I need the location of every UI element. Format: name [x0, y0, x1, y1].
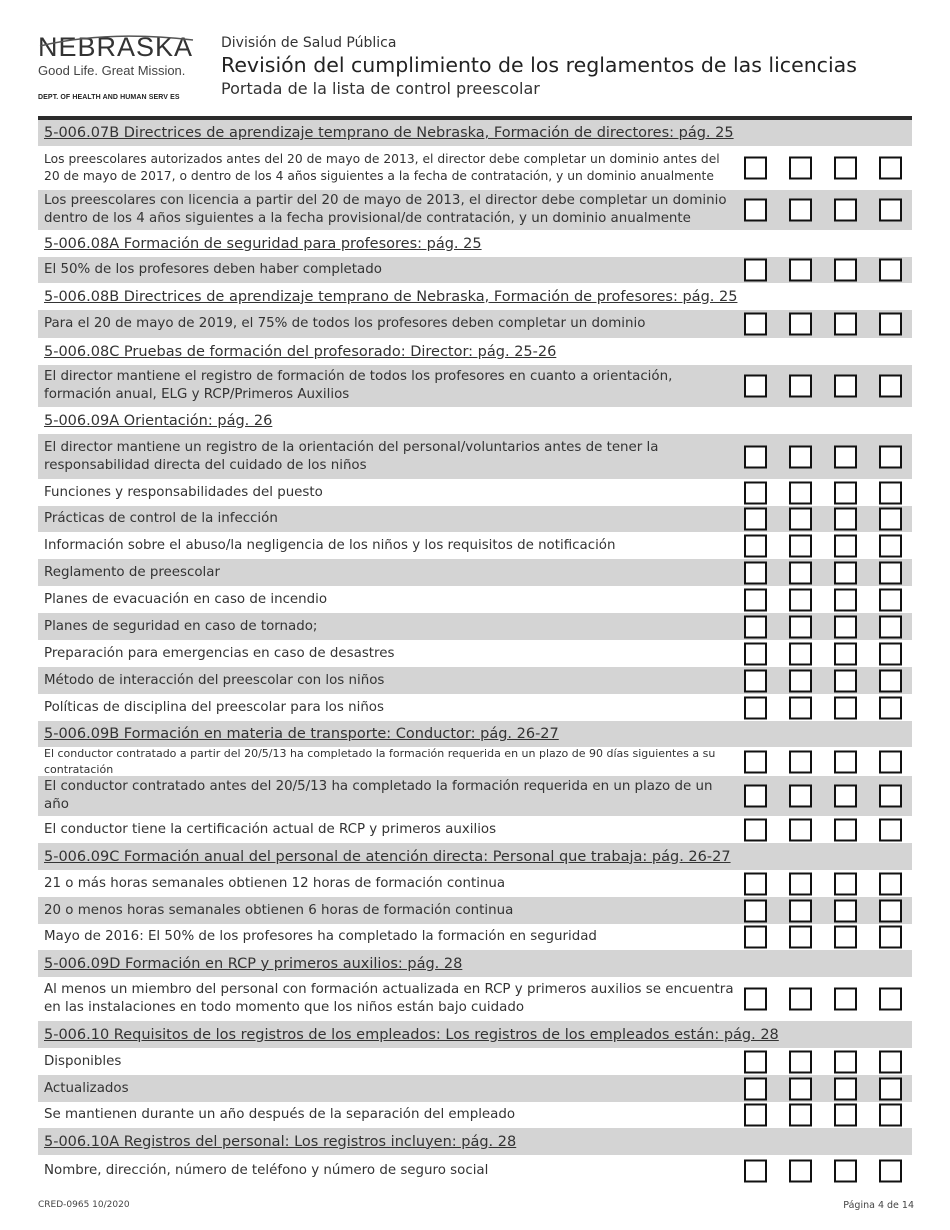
checkbox-3[interactable]	[834, 445, 857, 468]
item-text: Al menos un miembro del personal con formación actualizada en RCP y primeros auxilios se encuentra en las instalaciones en todo momento que los niños están bajo cuidado	[44, 982, 734, 1015]
checkbox-4[interactable]	[879, 1077, 902, 1100]
checkbox-4[interactable]	[879, 445, 902, 468]
item-text: Prácticas de control de la infección	[44, 511, 278, 526]
checkbox-2[interactable]	[789, 199, 812, 222]
checklist-item-row	[38, 310, 912, 338]
checkbox-2[interactable]	[789, 818, 812, 841]
checkbox-2[interactable]	[789, 534, 812, 557]
checkbox-4[interactable]	[879, 508, 902, 531]
checkbox-4[interactable]	[879, 1160, 902, 1183]
section-title: 5-006.08A Formación de seguridad para profesores: pág. 25	[44, 235, 482, 252]
checkbox-4[interactable]	[879, 313, 902, 336]
checkbox-3[interactable]	[834, 1077, 857, 1100]
checkbox-2[interactable]	[789, 750, 812, 773]
checkbox-3[interactable]	[834, 818, 857, 841]
checkbox-4[interactable]	[879, 199, 902, 222]
checkbox-1[interactable]	[744, 1077, 767, 1100]
checkbox-3[interactable]	[834, 313, 857, 336]
section-header-row	[38, 338, 912, 365]
checkbox-2[interactable]	[789, 313, 812, 336]
section-title: 5-006.08B Directrices de aprendizaje temprano de Nebraska, Formación de profesores: pág. 25	[44, 288, 738, 305]
item-text: Planes de evacuación en caso de incendio	[44, 591, 328, 607]
checklist-item-row	[38, 434, 912, 479]
checkbox-2[interactable]	[789, 1050, 812, 1073]
checklist-item-row	[38, 776, 912, 816]
checkbox-2[interactable]	[789, 508, 812, 531]
checkbox-4[interactable]	[879, 588, 902, 611]
checklist-item-row	[38, 365, 912, 407]
checkbox-4[interactable]	[879, 669, 902, 692]
item-text: Nombre, dirección, número de teléfono y número de seguro social	[44, 1163, 489, 1178]
checkbox-group	[744, 508, 902, 531]
checkbox-4[interactable]	[879, 561, 902, 584]
checkbox-3[interactable]	[834, 615, 857, 638]
checkbox-3[interactable]	[834, 785, 857, 808]
page-number: Página 4 de 14	[843, 1200, 914, 1211]
checkbox-group	[744, 785, 902, 808]
checkbox-1[interactable]	[744, 615, 767, 638]
checklist-item-row	[38, 586, 912, 613]
checkbox-4[interactable]	[879, 259, 902, 282]
checklist-item-row	[38, 1075, 912, 1102]
checkbox-4[interactable]	[879, 988, 902, 1011]
checklist-table	[38, 120, 912, 1187]
checkbox-2[interactable]	[789, 669, 812, 692]
checkbox-1[interactable]	[744, 445, 767, 468]
checkbox-3[interactable]	[834, 481, 857, 504]
logo-department: DEPT. OF HEALTH AND HUMAN SERV ES	[38, 94, 180, 101]
checkbox-4[interactable]	[879, 785, 902, 808]
checklist-item-row	[38, 870, 912, 897]
checkbox-4[interactable]	[879, 642, 902, 665]
checkbox-2[interactable]	[789, 259, 812, 282]
checkbox-group	[744, 872, 902, 895]
section-header-row	[38, 407, 912, 434]
item-text: El director mantiene el registro de formación de todos los profesores en cuanto a orientación, formación anual, ELG y RCP/Primeros Auxilios	[44, 369, 673, 402]
item-text: El director mantiene un registro de la orientación del personal/voluntarios antes de tener la responsabilidad directa del cuidado de los niños	[44, 439, 659, 473]
checkbox-3[interactable]	[834, 696, 857, 719]
checkbox-2[interactable]	[789, 561, 812, 584]
item-text: Políticas de disciplina del preescolar para los niños	[44, 699, 384, 715]
checkbox-1[interactable]	[744, 818, 767, 841]
checkbox-group	[744, 642, 902, 665]
checkbox-4[interactable]	[879, 481, 902, 504]
item-text: Mayo de 2016: El 50% de los profesores ha completado la formación en seguridad	[44, 929, 597, 944]
section-title: 5-006.08C Pruebas de formación del profesorado: Director: pág. 25-26	[44, 343, 557, 360]
checklist-item-row	[38, 694, 912, 721]
checkbox-group	[744, 199, 902, 222]
checkbox-3[interactable]	[834, 259, 857, 282]
item-text: El conductor contratado antes del 20/5/13 ha completado la formación requerida en un plazo de un año	[44, 779, 713, 812]
section-header-row	[38, 721, 912, 747]
checkbox-group	[744, 988, 902, 1011]
checkbox-1[interactable]	[744, 872, 767, 895]
checkbox-4[interactable]	[879, 872, 902, 895]
page-subtitle: Portada de la lista de control preescolar	[221, 79, 540, 98]
checkbox-1[interactable]	[744, 988, 767, 1011]
checkbox-3[interactable]	[834, 534, 857, 557]
checkbox-group	[744, 1050, 902, 1073]
checkbox-3[interactable]	[834, 988, 857, 1011]
checkbox-3[interactable]	[834, 872, 857, 895]
section-header-row	[38, 843, 912, 870]
logo-swoosh-icon	[38, 34, 198, 48]
checkbox-4[interactable]	[879, 157, 902, 180]
checkbox-4[interactable]	[879, 818, 902, 841]
checkbox-group	[744, 1160, 902, 1183]
checkbox-1[interactable]	[744, 313, 767, 336]
checkbox-group	[744, 1104, 902, 1127]
checkbox-2[interactable]	[789, 872, 812, 895]
item-text: Los preescolares con licencia a partir del 20 de mayo de 2013, el director debe completar un dominio dentro de los 4 años siguientes a la fecha provisional/de contratación, y un dominio anualmente	[44, 193, 727, 226]
nebraska-logo	[38, 34, 203, 101]
checkbox-4[interactable]	[879, 1104, 902, 1127]
checkbox-4[interactable]	[879, 1050, 902, 1073]
item-text: 20 o menos horas semanales obtienen 6 horas de formación continua	[44, 902, 514, 918]
checkbox-group	[744, 899, 902, 922]
checkbox-3[interactable]	[834, 1104, 857, 1127]
checkbox-1[interactable]	[744, 508, 767, 531]
checkbox-2[interactable]	[789, 615, 812, 638]
checkbox-2[interactable]	[789, 1104, 812, 1127]
checklist-item-row	[38, 816, 912, 843]
checklist-item-row	[38, 146, 912, 190]
checkbox-3[interactable]	[834, 508, 857, 531]
checkbox-3[interactable]	[834, 1050, 857, 1073]
checklist-item-row	[38, 640, 912, 667]
section-header-row	[38, 120, 912, 146]
checklist-item-row	[38, 257, 912, 283]
checkbox-2[interactable]	[789, 1160, 812, 1183]
checkbox-group	[744, 259, 902, 282]
checklist-item-row	[38, 667, 912, 694]
page-title: Revisión del cumplimiento de los reglamentos de las licencias	[221, 53, 857, 77]
section-title: 5-006.10A Registros del personal: Los registros incluyen: pág. 28	[44, 1133, 517, 1150]
checkbox-1[interactable]	[744, 669, 767, 692]
checkbox-2[interactable]	[789, 899, 812, 922]
checkbox-1[interactable]	[744, 1104, 767, 1127]
checklist-item-row	[38, 897, 912, 924]
checkbox-2[interactable]	[789, 785, 812, 808]
checklist-item-row	[38, 1048, 912, 1075]
checkbox-1[interactable]	[744, 534, 767, 557]
section-title: 5-006.10 Requisitos de los registros de los empleados: Los registros de los empleados están: pág. 28	[44, 1026, 779, 1043]
item-text: Para el 20 de mayo de 2019, el 75% de todos los profesores deben completar un dominio	[44, 316, 646, 331]
checkbox-3[interactable]	[834, 588, 857, 611]
checkbox-1[interactable]	[744, 588, 767, 611]
checklist-item-row	[38, 924, 912, 950]
checkbox-group	[744, 696, 902, 719]
item-text: Funciones y responsabilidades del puesto	[44, 484, 323, 500]
checkbox-1[interactable]	[744, 199, 767, 222]
checkbox-1[interactable]	[744, 481, 767, 504]
checkbox-group	[744, 313, 902, 336]
section-header-row	[38, 283, 912, 310]
section-title: 5-006.09C Formación anual del personal de atención directa: Personal que trabaja: pág. 26-27	[44, 848, 731, 865]
checklist-item-row	[38, 190, 912, 230]
form-id: CRED-0965 10/2020	[38, 1200, 130, 1210]
item-text: Preparación para emergencias en caso de desastres	[44, 645, 395, 661]
checkbox-1[interactable]	[744, 157, 767, 180]
item-text: Información sobre el abuso/la negligencia de los niños y los requisitos de notificación	[44, 537, 616, 553]
checklist-item-row	[38, 977, 912, 1021]
checkbox-1[interactable]	[744, 1050, 767, 1073]
checkbox-2[interactable]	[789, 696, 812, 719]
logo-tagline: Good Life. Great Mission.	[38, 63, 186, 78]
checkbox-1[interactable]	[744, 926, 767, 949]
checkbox-3[interactable]	[834, 561, 857, 584]
checkbox-1[interactable]	[744, 561, 767, 584]
section-title: 5-006.07B Directrices de aprendizaje temprano de Nebraska, Formación de directores: pág. 25	[44, 125, 734, 141]
checkbox-2[interactable]	[789, 375, 812, 398]
checkbox-3[interactable]	[834, 199, 857, 222]
checkbox-3[interactable]	[834, 926, 857, 949]
item-text: Reglamento de preescolar	[44, 564, 220, 580]
checkbox-1[interactable]	[744, 375, 767, 398]
checklist-item-row	[38, 559, 912, 586]
checkbox-group	[744, 750, 902, 773]
checkbox-3[interactable]	[834, 899, 857, 922]
checkbox-1[interactable]	[744, 750, 767, 773]
checkbox-4[interactable]	[879, 375, 902, 398]
item-text: Se mantienen durante un año después de la separación del empleado	[44, 1107, 516, 1122]
checkbox-group	[744, 926, 902, 949]
logo-wordmark: NEBRASKA	[38, 34, 203, 60]
checkbox-1[interactable]	[744, 696, 767, 719]
item-text: El conductor contratado a partir del 20/5/13 ha completado la formación requerida en un plazo de 90 días siguientes a su contratación	[44, 746, 716, 776]
checkbox-2[interactable]	[789, 445, 812, 468]
checkbox-group	[744, 481, 902, 504]
section-header-row	[38, 230, 912, 257]
checkbox-4[interactable]	[879, 750, 902, 773]
item-text: Actualizados	[44, 1080, 129, 1096]
checklist-item-row	[38, 747, 912, 776]
checkbox-group	[744, 818, 902, 841]
checkbox-3[interactable]	[834, 1160, 857, 1183]
checklist-item-row	[38, 1102, 912, 1128]
section-title: 5-006.09A Orientación: pág. 26	[44, 412, 273, 429]
checkbox-3[interactable]	[834, 669, 857, 692]
item-text: El conductor tiene la certificación actual de RCP y primeros auxilios	[44, 821, 497, 837]
checkbox-3[interactable]	[834, 750, 857, 773]
checklist-item-row	[38, 1155, 912, 1187]
checkbox-4[interactable]	[879, 534, 902, 557]
checkbox-1[interactable]	[744, 1160, 767, 1183]
checkbox-group	[744, 561, 902, 584]
checkbox-4[interactable]	[879, 926, 902, 949]
checkbox-3[interactable]	[834, 157, 857, 180]
checkbox-group	[744, 615, 902, 638]
checkbox-1[interactable]	[744, 785, 767, 808]
item-text: Método de interacción del preescolar con los niños	[44, 672, 385, 688]
division-name: División de Salud Pública	[221, 35, 397, 51]
checkbox-group	[744, 157, 902, 180]
item-text: Los preescolares autorizados antes del 20 de mayo de 2013, el director debe completar un dominio antes del 20 de mayo de 2017, o dentro de los 4 años siguientes a la fecha de contratación, y un dominio anualmente	[44, 152, 720, 183]
checklist-item-row	[38, 506, 912, 532]
item-text: Disponibles	[44, 1053, 122, 1069]
checkbox-2[interactable]	[789, 481, 812, 504]
checkbox-1[interactable]	[744, 642, 767, 665]
section-header-row	[38, 1021, 912, 1048]
item-text: Planes de seguridad en caso de tornado;	[44, 618, 318, 634]
checkbox-group	[744, 588, 902, 611]
checkbox-2[interactable]	[789, 588, 812, 611]
section-header-row	[38, 950, 912, 977]
checklist-item-row	[38, 532, 912, 559]
checkbox-group	[744, 669, 902, 692]
checkbox-group	[744, 1077, 902, 1100]
document-header	[221, 34, 857, 100]
item-text: 21 o más horas semanales obtienen 12 horas de formación continua	[44, 875, 506, 891]
checkbox-4[interactable]	[879, 696, 902, 719]
checkbox-2[interactable]	[789, 642, 812, 665]
checkbox-1[interactable]	[744, 899, 767, 922]
checkbox-2[interactable]	[789, 988, 812, 1011]
checkbox-2[interactable]	[789, 926, 812, 949]
checkbox-4[interactable]	[879, 899, 902, 922]
section-header-row	[38, 1128, 912, 1155]
checkbox-2[interactable]	[789, 1077, 812, 1100]
checkbox-group	[744, 534, 902, 557]
checkbox-2[interactable]	[789, 157, 812, 180]
checklist-item-row	[38, 479, 912, 506]
checkbox-group	[744, 445, 902, 468]
checkbox-1[interactable]	[744, 259, 767, 282]
section-title: 5-006.09B Formación en materia de transporte: Conductor: pág. 26-27	[44, 726, 559, 742]
section-title: 5-006.09D Formación en RCP y primeros auxilios: pág. 28	[44, 955, 463, 972]
checkbox-group	[744, 375, 902, 398]
checkbox-3[interactable]	[834, 375, 857, 398]
item-text: El 50% de los profesores deben haber completado	[44, 262, 382, 277]
checkbox-3[interactable]	[834, 642, 857, 665]
checklist-item-row	[38, 613, 912, 640]
checkbox-4[interactable]	[879, 615, 902, 638]
